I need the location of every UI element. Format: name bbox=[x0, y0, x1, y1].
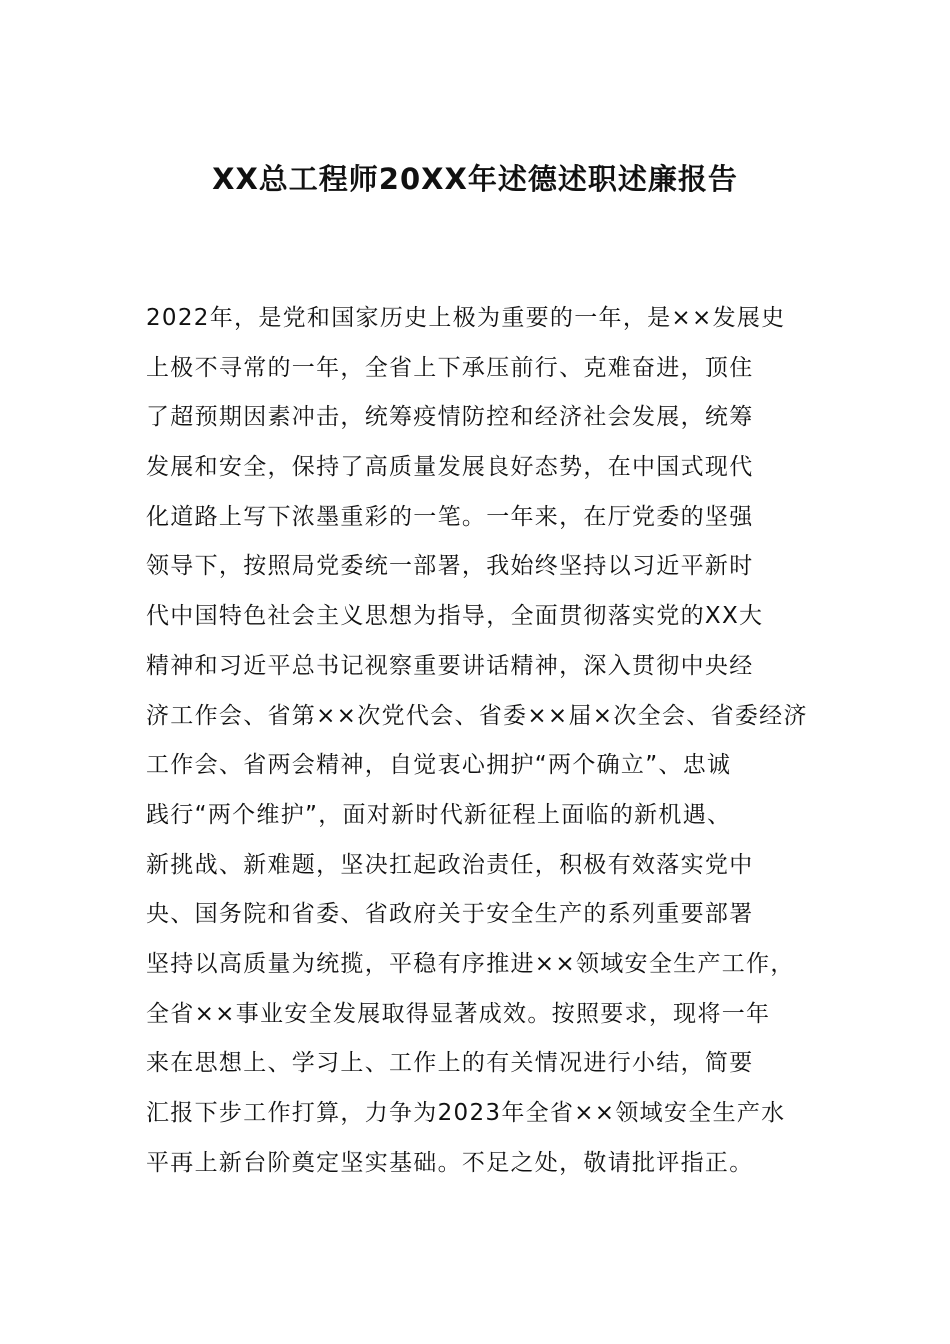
paragraph-line: 代中国特色社会主义思想为指导，全面贯彻落实党的XX大 bbox=[146, 603, 764, 630]
paragraph-line: 践行“两个维护”，面对新时代新征程上面临的新机遇、 bbox=[146, 801, 732, 828]
body-paragraph bbox=[146, 294, 822, 1188]
paragraph-line: 上极不寻常的一年，全省上下承压前行、克难奋进，顶住 bbox=[146, 354, 754, 381]
paragraph-line: 济工作会、省第××次党代会、省委××届×次全会、省委经济 bbox=[146, 702, 808, 729]
paragraph-line: 来在思想上、学习上、工作上的有关情况进行小结，简要 bbox=[146, 1050, 754, 1077]
paragraph-line: 发展和安全，保持了高质量发展良好态势，在中国式现代 bbox=[146, 454, 754, 481]
paragraph-line: 2022年，是党和国家历史上极为重要的一年，是××发展史 bbox=[146, 305, 786, 331]
paragraph-line: 央、国务院和省委、省政府关于安全生产的系列重要部署 bbox=[146, 901, 754, 928]
paragraph-line: 化道路上写下浓墨重彩的一笔。一年来，在厅党委的坚强 bbox=[146, 503, 754, 530]
document-title: XX总工程师20XX年述德述职述廉报告 bbox=[212, 162, 738, 196]
paragraph-line: 工作会、省两会精神，自觉衷心拥护“两个确立”、忠诚 bbox=[146, 752, 732, 779]
paragraph-line: 精神和习近平总书记视察重要讲话精神，深入贯彻中央经 bbox=[146, 652, 754, 679]
paragraph-line: 平再上新台阶奠定坚实基础。不足之处，敬请批评指正。 bbox=[146, 1149, 754, 1176]
paragraph-line: 领导下，按照局党委统一部署，我始终坚持以习近平新时 bbox=[146, 553, 754, 580]
paragraph-line: 汇报下步工作打算，力争为2023年全省××领域安全生产水 bbox=[146, 1100, 786, 1126]
paragraph-line: 坚持以高质量为统揽，平稳有序推进××领域安全生产工作， bbox=[146, 950, 795, 977]
paragraph-line: 全省××事业安全发展取得显著成效。按照要求，现将一年 bbox=[146, 1000, 771, 1027]
paragraph-line: 了超预期因素冲击，统筹疫情防控和经济社会发展，统筹 bbox=[146, 404, 754, 431]
paragraph-line: 新挑战、新难题，坚决扛起政治责任，积极有效落实党中 bbox=[146, 851, 754, 878]
